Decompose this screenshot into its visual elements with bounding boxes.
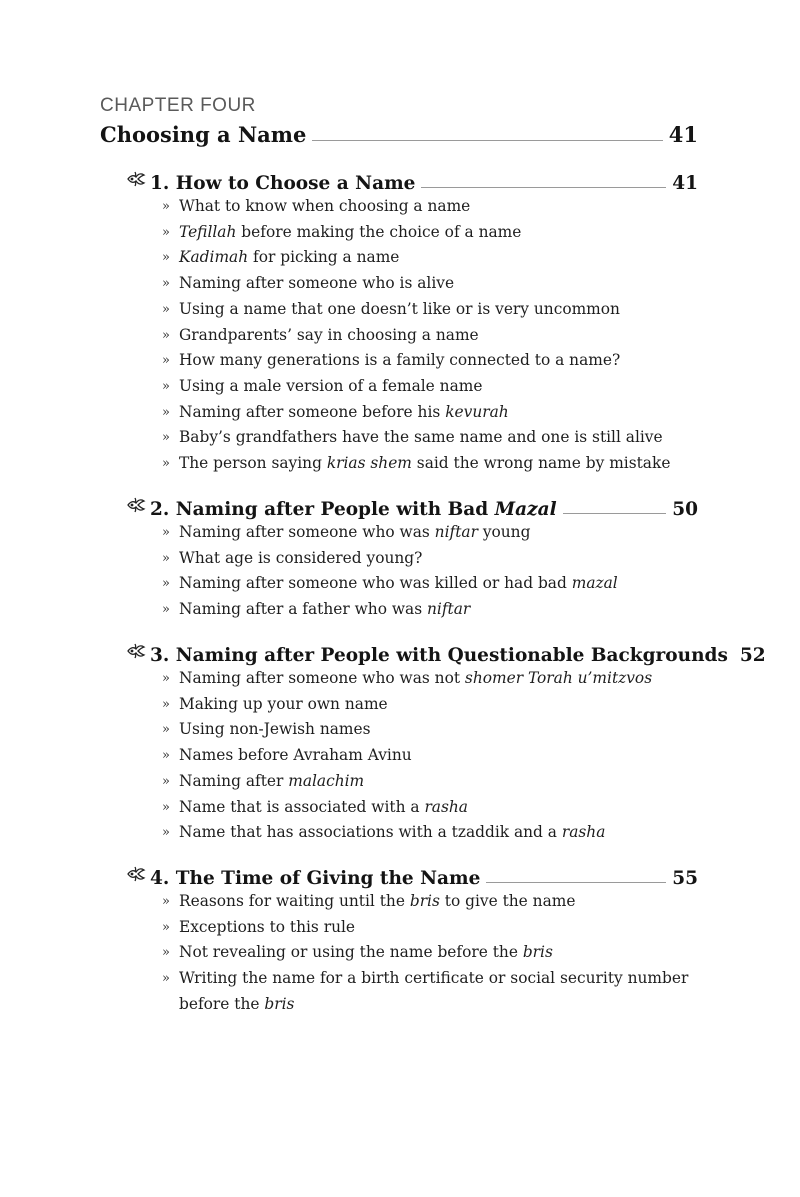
topic-item: » Grandparents’ say in choosing a name [162, 323, 698, 349]
bullet-icon: » [162, 224, 170, 240]
fleuron-ornament-icon [126, 864, 146, 884]
section-title: 2. Naming after People with Bad Mazal [150, 499, 557, 520]
section-heading[interactable] [126, 859, 698, 889]
section-title: 4. The Time of Giving the Name [150, 868, 481, 889]
topic-item: » What to know when choosing a name [162, 194, 698, 220]
topic-item: » Names before Avraham Avinu [162, 743, 698, 769]
section-heading[interactable] [126, 164, 698, 194]
bullet-icon: » [162, 748, 170, 764]
bullet-icon: » [162, 722, 170, 738]
topic-list [126, 520, 698, 623]
topic-item: » Naming after someone before his kevurah [162, 400, 698, 426]
topic-item: » Using a male version of a female name [162, 374, 698, 400]
section-heading[interactable] [126, 490, 698, 520]
section-page-number: 55 [672, 868, 698, 889]
bullet-icon: » [162, 404, 170, 420]
topic-item: » Name that is associated with a rasha [162, 795, 698, 821]
bullet-icon: » [162, 301, 170, 317]
bullet-icon: » [162, 550, 170, 566]
bullet-icon: » [162, 199, 170, 214]
fleuron-ornament-icon [126, 169, 146, 189]
toc-section-3 [126, 636, 766, 846]
fleuron-ornament-icon [126, 495, 146, 515]
topic-list [126, 666, 698, 846]
topic-item: » Tefillah before making the choice of a name [162, 220, 698, 246]
bullet-icon: » [162, 602, 170, 618]
dot-leader [421, 187, 666, 188]
topic-item: » Naming after someone who was killed or had bad mazal [162, 571, 698, 597]
section-heading[interactable] [126, 636, 766, 666]
bullet-icon: » [162, 971, 170, 987]
chapter-title: Choosing a Name [100, 122, 307, 147]
bullet-icon: » [162, 919, 170, 935]
bullet-icon: » [162, 825, 170, 841]
section-title: 1. How to Choose a Name [150, 173, 416, 194]
bullet-icon: » [162, 696, 170, 712]
section-title: 3. Naming after People with Questionable Backgrounds [150, 645, 728, 666]
chapter-label: CHAPTER FOUR [100, 95, 256, 116]
dot-leader [486, 882, 666, 883]
bullet-icon: » [162, 945, 170, 961]
topic-item: » Naming after someone who was niftar young [162, 520, 698, 546]
topic-item: » Reasons for waiting until the bris to give the name [162, 889, 698, 915]
dot-leader [563, 513, 667, 514]
topic-item: » Naming after someone who is alive [162, 271, 698, 297]
topic-item: » How many generations is a family connected to a name? [162, 348, 698, 374]
topic-item: » Using a name that one doesn’t like or is very uncommon [162, 297, 698, 323]
bullet-icon: » [162, 430, 170, 446]
bullet-icon: » [162, 894, 170, 909]
topic-item: » Making up your own name [162, 692, 698, 718]
bullet-icon: » [162, 671, 170, 686]
topic-item: » The person saying krias shem said the wrong name by mistake [162, 451, 698, 477]
chapter-page-number: 41 [668, 122, 698, 147]
bullet-icon: » [162, 773, 170, 789]
topic-item: » Writing the name for a birth certificate or social security number before the bris [162, 966, 698, 1017]
toc-section-4 [126, 859, 698, 1018]
topic-item: » Not revealing or using the name before the bris [162, 940, 698, 966]
bullet-icon: » [162, 456, 170, 472]
section-page-number: 50 [672, 499, 698, 520]
bullet-icon: » [162, 353, 170, 369]
bullet-icon: » [162, 799, 170, 815]
bullet-icon: » [162, 576, 170, 592]
topic-item: » Kadimah for picking a name [162, 245, 698, 271]
topic-item: » Baby’s grandfathers have the same name and one is still alive [162, 425, 698, 451]
toc-section-1 [126, 164, 698, 477]
topic-item: » Using non-Jewish names [162, 717, 698, 743]
bullet-icon: » [162, 327, 170, 343]
topic-list [126, 194, 698, 477]
section-page-number: 52 [739, 645, 766, 666]
bullet-icon: » [162, 250, 170, 266]
topic-list [126, 889, 698, 1018]
dot-leader [312, 140, 662, 141]
bullet-icon: » [162, 378, 170, 394]
chapter-title-row[interactable] [100, 122, 698, 147]
bullet-icon: » [162, 276, 170, 292]
topic-item: » Naming after someone who was not shomer Torah u’mitzvos [162, 666, 698, 692]
section-page-number: 41 [672, 173, 698, 194]
fleuron-ornament-icon [126, 641, 146, 661]
topic-item: » Naming after malachim [162, 769, 698, 795]
topic-item: » Name that has associations with a tzaddik and a rasha [162, 820, 698, 846]
bullet-icon: » [162, 525, 170, 540]
topic-item: » Exceptions to this rule [162, 915, 698, 941]
topic-item: » What age is considered young? [162, 546, 698, 572]
topic-item: » Naming after a father who was niftar [162, 597, 698, 623]
toc-section-2 [126, 490, 698, 623]
